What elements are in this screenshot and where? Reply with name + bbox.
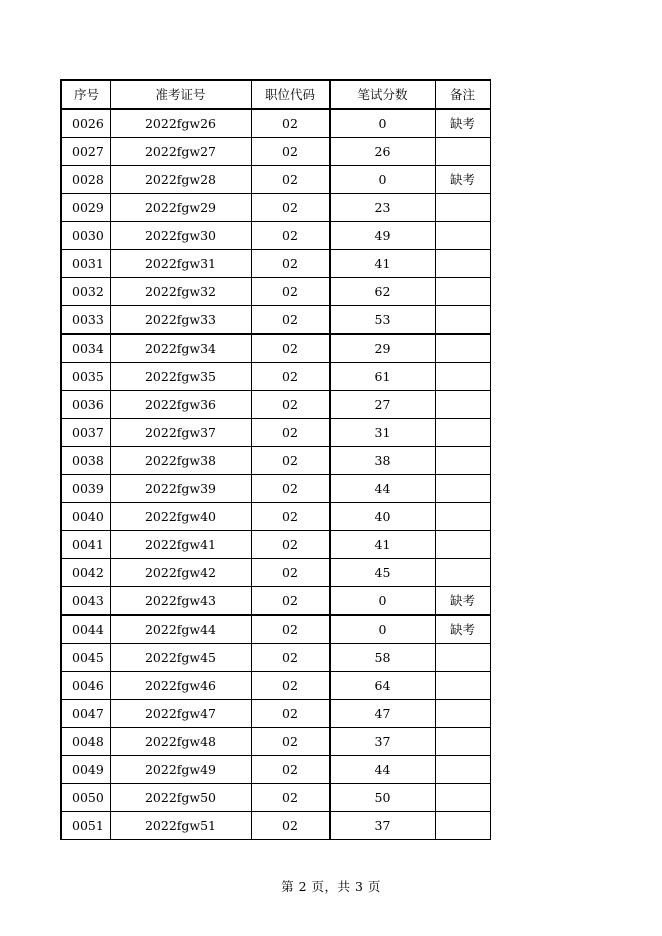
cell-position-code: 02 (251, 278, 330, 306)
cell-seq: 0035 (61, 363, 110, 391)
cell-remark (435, 700, 490, 728)
cell-written-score: 26 (330, 138, 436, 166)
cell-exam-id: 2022fgw29 (110, 194, 251, 222)
cell-seq: 0034 (61, 334, 110, 363)
table-row (61, 644, 490, 672)
cell-remark (435, 391, 490, 419)
cell-remark (435, 334, 490, 363)
cell-position-code: 02 (251, 334, 330, 363)
cell-remark (435, 278, 490, 306)
cell-exam-id: 2022fgw35 (110, 363, 251, 391)
table-row (61, 250, 490, 278)
cell-written-score: 64 (330, 672, 436, 700)
cell-remark (435, 531, 490, 559)
table-row (61, 728, 490, 756)
cell-seq: 0043 (61, 587, 110, 616)
cell-written-score: 50 (330, 784, 436, 812)
cell-position-code: 02 (251, 447, 330, 475)
cell-position-code: 02 (251, 784, 330, 812)
cell-position-code: 02 (251, 728, 330, 756)
cell-position-code: 02 (251, 559, 330, 587)
table-row (61, 391, 490, 419)
table-row (61, 700, 490, 728)
table-row (61, 138, 490, 166)
cell-seq: 0045 (61, 644, 110, 672)
cell-position-code: 02 (251, 615, 330, 644)
cell-position-code: 02 (251, 419, 330, 447)
cell-written-score: 0 (330, 166, 436, 194)
cell-written-score: 44 (330, 475, 436, 503)
table-row (61, 278, 490, 306)
cell-position-code: 02 (251, 700, 330, 728)
cell-written-score: 53 (330, 306, 436, 335)
cell-position-code: 02 (251, 391, 330, 419)
table-row (61, 194, 490, 222)
table-row (61, 615, 490, 644)
cell-seq: 0050 (61, 784, 110, 812)
cell-written-score: 37 (330, 728, 436, 756)
table-row (61, 559, 490, 587)
cell-exam-id: 2022fgw49 (110, 756, 251, 784)
cell-remark (435, 363, 490, 391)
cell-exam-id: 2022fgw32 (110, 278, 251, 306)
header-position-code: 职位代码 (251, 80, 330, 109)
cell-position-code: 02 (251, 587, 330, 616)
cell-written-score: 31 (330, 419, 436, 447)
cell-exam-id: 2022fgw46 (110, 672, 251, 700)
table-row (61, 812, 490, 840)
cell-exam-id: 2022fgw40 (110, 503, 251, 531)
cell-remark (435, 250, 490, 278)
cell-exam-id: 2022fgw30 (110, 222, 251, 250)
cell-written-score: 47 (330, 700, 436, 728)
cell-seq: 0048 (61, 728, 110, 756)
cell-exam-id: 2022fgw41 (110, 531, 251, 559)
cell-remark (435, 194, 490, 222)
cell-written-score: 41 (330, 250, 436, 278)
table-row (61, 109, 490, 138)
cell-written-score: 49 (330, 222, 436, 250)
cell-exam-id: 2022fgw45 (110, 644, 251, 672)
page-number: 第 2 页，共 3 页 (281, 879, 381, 894)
cell-position-code: 02 (251, 503, 330, 531)
header-written-score: 笔试分数 (330, 80, 436, 109)
cell-exam-id: 2022fgw50 (110, 784, 251, 812)
cell-remark (435, 503, 490, 531)
cell-exam-id: 2022fgw47 (110, 700, 251, 728)
cell-seq: 0046 (61, 672, 110, 700)
cell-remark (435, 812, 490, 840)
cell-written-score: 62 (330, 278, 436, 306)
header-remark: 备注 (435, 80, 490, 109)
cell-exam-id: 2022fgw33 (110, 306, 251, 335)
cell-position-code: 02 (251, 672, 330, 700)
cell-exam-id: 2022fgw39 (110, 475, 251, 503)
cell-seq: 0033 (61, 306, 110, 335)
cell-position-code: 02 (251, 363, 330, 391)
table-row (61, 306, 490, 335)
cell-remark (435, 138, 490, 166)
cell-exam-id: 2022fgw48 (110, 728, 251, 756)
cell-seq: 0040 (61, 503, 110, 531)
cell-remark (435, 728, 490, 756)
cell-written-score: 0 (330, 587, 436, 616)
cell-remark (435, 672, 490, 700)
cell-written-score: 58 (330, 644, 436, 672)
cell-seq: 0030 (61, 222, 110, 250)
cell-written-score: 0 (330, 109, 436, 138)
cell-written-score: 38 (330, 447, 436, 475)
cell-exam-id: 2022fgw38 (110, 447, 251, 475)
table-body (61, 109, 490, 840)
cell-remark (435, 756, 490, 784)
cell-written-score: 37 (330, 812, 436, 840)
cell-remark (435, 559, 490, 587)
cell-remark: 缺考 (435, 109, 490, 138)
cell-exam-id: 2022fgw26 (110, 109, 251, 138)
cell-position-code: 02 (251, 109, 330, 138)
cell-remark (435, 306, 490, 335)
cell-seq: 0044 (61, 615, 110, 644)
cell-remark (435, 644, 490, 672)
cell-exam-id: 2022fgw37 (110, 419, 251, 447)
cell-position-code: 02 (251, 222, 330, 250)
cell-written-score: 27 (330, 391, 436, 419)
cell-exam-id: 2022fgw51 (110, 812, 251, 840)
table-row (61, 672, 490, 700)
cell-remark (435, 419, 490, 447)
cell-seq: 0047 (61, 700, 110, 728)
cell-seq: 0032 (61, 278, 110, 306)
cell-exam-id: 2022fgw36 (110, 391, 251, 419)
cell-position-code: 02 (251, 138, 330, 166)
cell-remark (435, 222, 490, 250)
table-row (61, 334, 490, 363)
cell-seq: 0037 (61, 419, 110, 447)
table-row (61, 587, 490, 616)
cell-exam-id: 2022fgw43 (110, 587, 251, 616)
table-row (61, 784, 490, 812)
cell-position-code: 02 (251, 531, 330, 559)
cell-position-code: 02 (251, 306, 330, 335)
cell-exam-id: 2022fgw27 (110, 138, 251, 166)
table-row (61, 503, 490, 531)
score-table (60, 79, 491, 840)
cell-position-code: 02 (251, 756, 330, 784)
table-header-row (61, 80, 490, 109)
cell-exam-id: 2022fgw31 (110, 250, 251, 278)
cell-written-score: 40 (330, 503, 436, 531)
cell-remark (435, 447, 490, 475)
cell-exam-id: 2022fgw28 (110, 166, 251, 194)
cell-remark (435, 784, 490, 812)
cell-remark: 缺考 (435, 166, 490, 194)
cell-position-code: 02 (251, 644, 330, 672)
table-row (61, 363, 490, 391)
cell-seq: 0039 (61, 475, 110, 503)
cell-seq: 0036 (61, 391, 110, 419)
header-seq: 序号 (61, 80, 110, 109)
cell-written-score: 61 (330, 363, 436, 391)
header-exam-id: 准考证号 (110, 80, 251, 109)
cell-seq: 0031 (61, 250, 110, 278)
table-row (61, 447, 490, 475)
cell-position-code: 02 (251, 250, 330, 278)
cell-remark (435, 475, 490, 503)
cell-remark: 缺考 (435, 615, 490, 644)
cell-written-score: 29 (330, 334, 436, 363)
cell-position-code: 02 (251, 475, 330, 503)
table-row (61, 419, 490, 447)
cell-exam-id: 2022fgw44 (110, 615, 251, 644)
cell-seq: 0051 (61, 812, 110, 840)
table-row (61, 222, 490, 250)
cell-remark: 缺考 (435, 587, 490, 616)
cell-exam-id: 2022fgw42 (110, 559, 251, 587)
table-row (61, 166, 490, 194)
cell-written-score: 23 (330, 194, 436, 222)
cell-seq: 0026 (61, 109, 110, 138)
cell-written-score: 0 (330, 615, 436, 644)
cell-seq: 0029 (61, 194, 110, 222)
cell-seq: 0042 (61, 559, 110, 587)
cell-exam-id: 2022fgw34 (110, 334, 251, 363)
cell-seq: 0041 (61, 531, 110, 559)
table-row (61, 531, 490, 559)
cell-position-code: 02 (251, 812, 330, 840)
table-row (61, 475, 490, 503)
cell-written-score: 41 (330, 531, 436, 559)
cell-position-code: 02 (251, 194, 330, 222)
cell-written-score: 45 (330, 559, 436, 587)
cell-seq: 0038 (61, 447, 110, 475)
cell-seq: 0027 (61, 138, 110, 166)
cell-position-code: 02 (251, 166, 330, 194)
table-row (61, 756, 490, 784)
cell-seq: 0028 (61, 166, 110, 194)
cell-seq: 0049 (61, 756, 110, 784)
cell-written-score: 44 (330, 756, 436, 784)
